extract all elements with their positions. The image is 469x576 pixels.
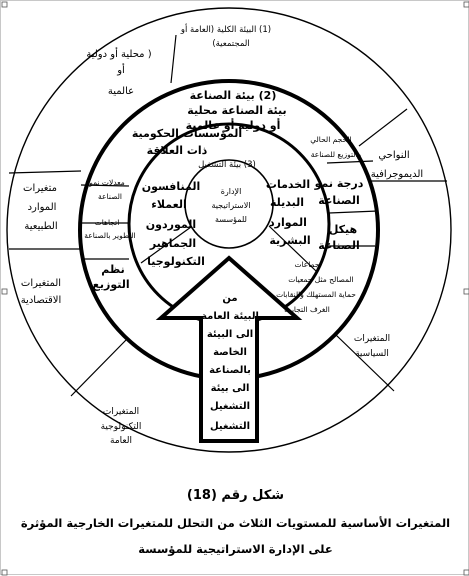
arrow-text-line7: التشغيل [209, 401, 251, 412]
government-line1: المؤسسات الحكومية [131, 127, 243, 140]
current-size-line2: والتوزيع للصناعة [310, 150, 362, 159]
industry-structure-line2: الصناعة [318, 239, 360, 252]
natural-resources-line2: الموارد [27, 202, 57, 213]
operating-technology: التكنولوجيا [147, 255, 205, 268]
operating-human-resources-line2: البشرية [269, 234, 311, 247]
outer-heading-line2: المجتمعية) [212, 39, 250, 49]
divider-outer-top [171, 35, 176, 83]
economic-line2: الاقتصادية [20, 295, 62, 306]
distribution-line1: نظم [101, 263, 125, 276]
operating-heading: (3) بيئة التشغيل [198, 160, 256, 170]
operating-competitors: المنافسون [141, 180, 201, 193]
growth-rates-line2: الصناعة [98, 192, 122, 201]
operating-substitutes-line2: البديلة [269, 196, 305, 209]
demographic-line1: النواحي [378, 150, 410, 161]
divider-outer-top-right [359, 109, 407, 146]
arrow-text-line5: بالصناعة [209, 365, 251, 376]
operating-customers: العملاء [151, 198, 187, 211]
interest-groups-line2: المصالح مثل جمعيات [288, 275, 354, 284]
interest-groups-line1: جماعات [294, 260, 320, 269]
resize-handle-top-left[interactable] [2, 2, 7, 7]
government-line2: ذات العلاقة [146, 144, 208, 157]
industry-scope-line2: أو دولية أو عالمية [185, 119, 281, 132]
industry-growth-line2: الصناعة [318, 194, 360, 207]
natural-resources-line1: متغيرات [23, 183, 57, 194]
resize-handle-right[interactable] [464, 289, 469, 294]
outer-scope-line1: ( محلية أو دولية [86, 49, 152, 60]
arrow-text-line1: من [222, 293, 238, 304]
figure-number: شكل رقم (18) [186, 488, 285, 503]
resize-handle-bottom-left[interactable] [2, 570, 7, 575]
resize-handle-bottom-right[interactable] [464, 570, 469, 575]
resize-handle-top-right[interactable] [464, 2, 469, 7]
demographic-line2: الديموجرافية [370, 169, 424, 180]
outer-heading-line1: (1) البيئة الكلية (العامة أو [180, 25, 272, 35]
technology-line2: التكنولوجية [100, 422, 142, 432]
resize-handle-left[interactable] [2, 289, 7, 294]
growth-rates-line1: معدلات نمو [89, 178, 125, 187]
technology-line3: العامة [110, 436, 132, 446]
arrow-text-line8: التشغيل [209, 421, 251, 432]
economic-line1: المتغيرات [20, 278, 62, 289]
natural-resources-line3: الطبيعية [24, 221, 58, 232]
trends-line2: التطوير بالصناعة [84, 231, 136, 240]
arrow-text-line2: البيئة العامة [201, 311, 259, 322]
arrow-text-line4: الخاصة [213, 347, 247, 358]
core-line2: الاستراتيجية [211, 201, 251, 210]
political-line1: المتغيرات [353, 334, 391, 344]
divider-middle-right-1 [327, 161, 373, 163]
operating-substitutes-line1: الخدمات [265, 178, 311, 191]
interest-groups-line4: الغرف التجارية [284, 305, 330, 314]
distribution-line2: التوزيع [92, 278, 130, 291]
trends-line1: اتجاهات [94, 218, 120, 227]
core-line1: الإدارة [220, 187, 242, 196]
political-line2: السياسية [355, 349, 389, 359]
current-size-line1: الحجم الحالي [310, 135, 352, 144]
operating-publics: الجماهير [149, 237, 197, 250]
industry-growth-line1: درجة نمو [314, 177, 364, 190]
divider-outer-bottom-left [71, 339, 127, 396]
interest-groups-line3: حماية المستهلك والنقابات [276, 290, 356, 299]
outer-scope-line2: أو [117, 65, 125, 76]
arrow-text-line3: الى البيئة [206, 329, 254, 340]
caption-line2: على الإدارة الاستراتيجية للمؤسسة [138, 542, 333, 556]
divider-outer-left-upper [9, 171, 81, 173]
arrow-text-line6: الى بيئة [210, 383, 250, 394]
divider-middle-right-2 [329, 211, 378, 213]
industry-structure-line1: هيكل [328, 223, 358, 236]
industry-heading: (2) بيئة الصناعة [189, 89, 277, 102]
operating-suppliers: الموردون [145, 218, 197, 231]
caption-line1: المتغيرات الأساسية للمستويات الثلاث من التحلل للمتغيرات الخارجية المؤثرة [20, 516, 451, 530]
core-line3: للمؤسسة [215, 215, 247, 224]
operating-human-resources-line1: الموارد [269, 216, 307, 229]
technology-line1: المتغيرات [102, 407, 140, 417]
industry-scope-line1: بيئة الصناعة محلية [187, 104, 287, 117]
outer-scope-line3: عالمية [107, 86, 135, 97]
